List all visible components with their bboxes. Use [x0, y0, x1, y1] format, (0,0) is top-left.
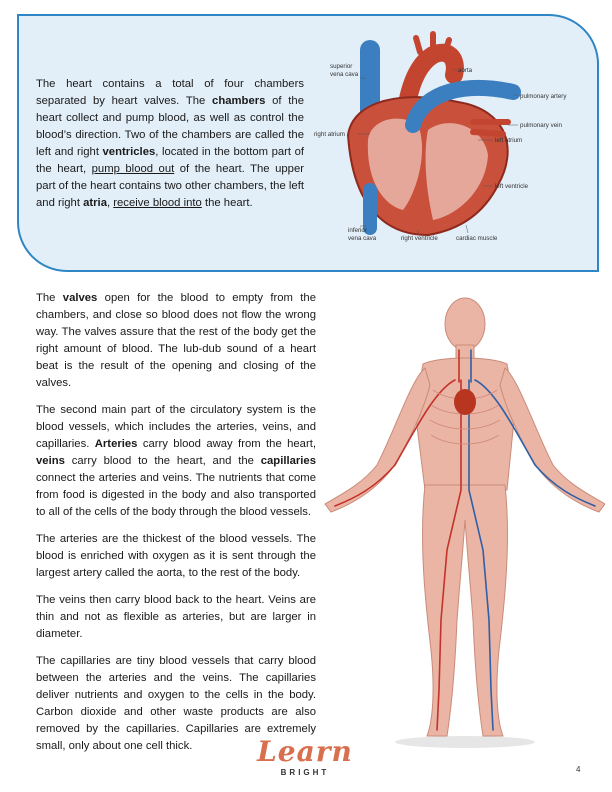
paragraph-valves: The valves open for the blood to empty from the chambers, and close so blood does not flow the wrong way. The valves assure that the rest of the body get the right amount of blood. The lub-dub sound of a heart beat is the result of the opening and closing of the valves. — [36, 292, 316, 389]
body-text — [36, 290, 316, 765]
label-pulmonary-artery: pulmonary artery — [520, 93, 567, 100]
label-right-ventricle: right ventricle — [401, 235, 438, 242]
learn-bright-logo: Learn BRIGHT — [257, 735, 353, 777]
label-cardiac-muscle: cardiac muscle — [456, 235, 498, 242]
label-left-ventricle: left ventricle — [495, 183, 529, 190]
paragraph-veins: The veins then carry blood back to the heart. Veins are thin and not as flexible as arteries, but are larger in diameter. — [36, 594, 316, 640]
paragraph-arteries: The arteries are the thickest of the blood vessels. The blood is enriched with oxygen as it is sent through the largest artery called the aorta, to the rest of the body. — [36, 533, 316, 579]
heart-diagram — [308, 30, 590, 256]
heart-icon — [454, 389, 476, 415]
label-inferior-1: inferior — [348, 227, 367, 234]
circulatory-system-illustration — [315, 290, 605, 750]
label-pulmonary-vein: pulmonary vein — [520, 122, 562, 129]
label-aorta: aorta — [458, 67, 473, 74]
label-superior-1: superior — [330, 63, 353, 70]
label-inferior-2: vena cava — [348, 235, 377, 242]
paragraph-capillaries: The capillaries are tiny blood vessels that carry blood between the arteries and the veins. The capillaries deliver nutrients and oxygen to the cells in the body. Carbon dioxide and other waste products are also removed by the capillaries. Capillaries are extremely small, only about one cell thick. — [36, 655, 316, 752]
label-right-atrium: right atrium — [314, 131, 345, 138]
label-left-atrium: left atrium — [495, 137, 523, 144]
page-number: 4 — [576, 765, 581, 774]
label-superior-2: vena cava — [330, 71, 359, 78]
paragraph-vessels: The second main part of the circulatory system is the blood vessels, which includes the arteries, veins, and capillaries. Arteries carry blood away from the heart, veins carry blood to the heart, and the capillaries connect the arteries and veins. The nutrients that come from food is digested in the body and also transported to all of the cells of the body through the blood vessels. — [36, 404, 316, 518]
intro-paragraph: The heart contains a total of four chambers separated by heart valves. The chambers of the heart collect and pump blood, as well as control the blood’s direction. Two of the chambers are called the left and right ventricles, located in the bottom part of the heart, pump blood out of the heart. The upper part of the heart contains two other chambers, the left and right atria, receive blood into the heart. — [36, 78, 305, 209]
